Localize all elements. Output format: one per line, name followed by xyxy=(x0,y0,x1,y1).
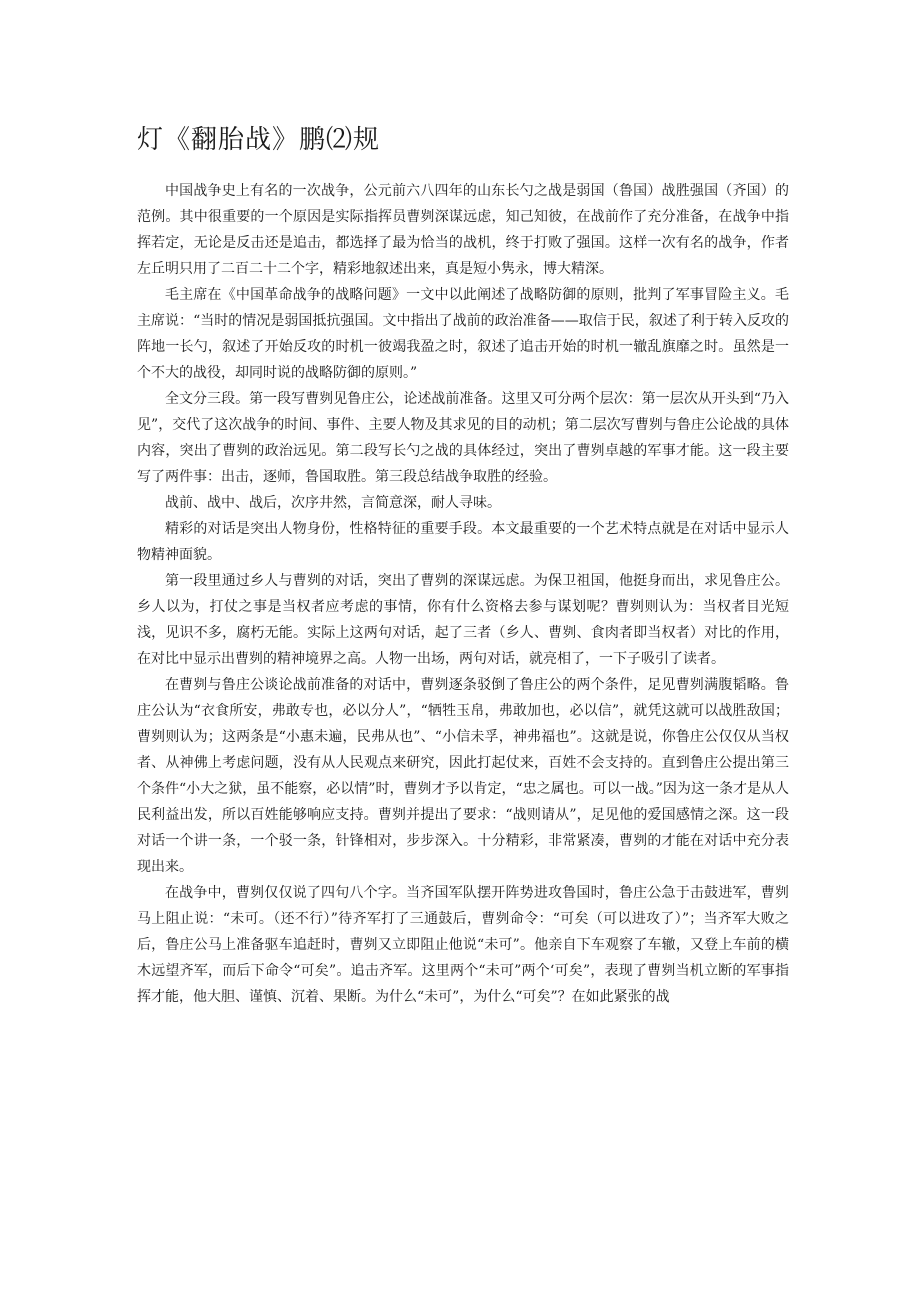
paragraph-4: 战前、战中、战后，次序井然，言简意深，耐人寻味。 xyxy=(165,495,501,511)
document-title: 灯《翻胎战》鹏⑵规 xyxy=(137,125,381,155)
paragraph-3: 全文分三段。第一段写曹刿见鲁庄公，论述战前准备。这里又可分两个层次：第一层次从开头到“乃入见”，交代了这次战争的时间、事件、主要人物及其求见的目的动机；第二层次写曹刿与鲁庄公论战的具体内容，突出了曹刿的政治远见。第二段写长勺之战的具体经过，突出了曹刿卓越的军事才能。这一段主要写了两件事：出击，逐师，鲁国取胜。第三段总结战争取胜的经验。 xyxy=(137,391,789,485)
paragraph-5: 精彩的对话是突出人物身份，性格特征的重要手段。本文最重要的一个艺术特点就是在对话中显示人物精神面貌。 xyxy=(137,521,789,563)
paragraph-6: 第一段里通过乡人与曹刿的对话，突出了曹刿的深谋远虑。为保卫祖国，他挺身而出，求见鲁庄公。乡人以为，打仗之事是当权者应考虑的事情，你有什么资格去参与谋划呢？曹刿则认为：当权者目光短浅，见识不多，腐朽无能。实际上这两句对话，起了三者（乡人、曹刿、食肉者即当权者）对比的作用，在对比中显示出曹刿的精神境界之高。人物一出场，两句对话，就亮相了，一下子吸引了读者。 xyxy=(137,573,789,667)
paragraph-8: 在战争中，曹刿仅仅说了四句八个字。当齐国军队摆开阵势进攻鲁国时，鲁庄公急于击鼓进军，曹刿马上阻止说：“未可。（还不行）”待齐军打了三通鼓后，曹刿命令：“可矣（可以进攻了）”；当齐军大败之后，鲁庄公马上准备驱车追赶时，曹刿又立即阻止他说“未可”。他亲自下车观察了车辙，又登上车前的横木远望齐军，而后下命令“可矣”。追击齐军。这里两个“未可”两个‘可矣”，表现了曹刿当机立断的军事指挥才能，他大胆、谨慎、沉着、果断。为什么“未可”，为什么“可矣”？在如此紧张的战 xyxy=(137,885,789,1005)
paragraph-2: 毛主席在《中国革命战争的战略问题》一文中以此阐述了战略防御的原则，批判了军事冒险主义。毛主席说：“当时的情况是弱国抵抗强国。文中指出了战前的政治准备——取信于民，叙述了利于转入反攻的阵地一长勺，叙述了开始反攻的时机一彼竭我盈之时，叙述了追击开始的时机一辙乱旗靡之时。虽然是一个不大的战役，却同时说的战略防御的原则。” xyxy=(137,287,789,381)
document-body xyxy=(137,178,789,1010)
paragraph-1: 中国战争史上有名的一次战争，公元前六八四年的山东长勺之战是弱国（鲁国）战胜强国（齐国）的范例。其中很重要的一个原因是实际指挥员曹刿深谋远虑，知己知彼，在战前作了充分准备，在战争中指挥若定，无论是反击还是追击，都选择了最为恰当的战机，终于打败了强国。这样一次有名的战争，作者左丘明只用了二百二十二个字，精彩地叙述出来，真是短小隽永，博大精深。 xyxy=(137,183,789,277)
paragraph-7: 在曹刿与鲁庄公谈论战前准备的对话中，曹刿逐条驳倒了鲁庄公的两个条件，足见曹刿满腹韬略。鲁庄公认为“衣食所安，弗敢专也，必以分人”，“牺牲玉帛，弗敢加也，必以信”，就凭这就可以战胜敌国；曹刿则认为；这两条是“小惠未遍，民弗从也”、“小信未孚，神弗福也”。这就是说，你鲁庄公仅仅从当权者、从神佛上考虑问题，没有从人民观点来研究，因此打起仗来，百姓不会支持的。直到鲁庄公提出第三个条件“小大之狱，虽不能察，必以情”时，曹刿才予以肯定，“忠之属也。可以一战。”因为这一条才是从人民利益出发，所以百姓能够响应支持。曹刿并提出了要求：“战则请从”，足见他的爱国感情之深。这一段对话一个讲一条，一个驳一条，针锋相对，步步深入。十分精彩，非常紧凑，曹刿的才能在对话中充分表现出来。 xyxy=(137,677,789,875)
